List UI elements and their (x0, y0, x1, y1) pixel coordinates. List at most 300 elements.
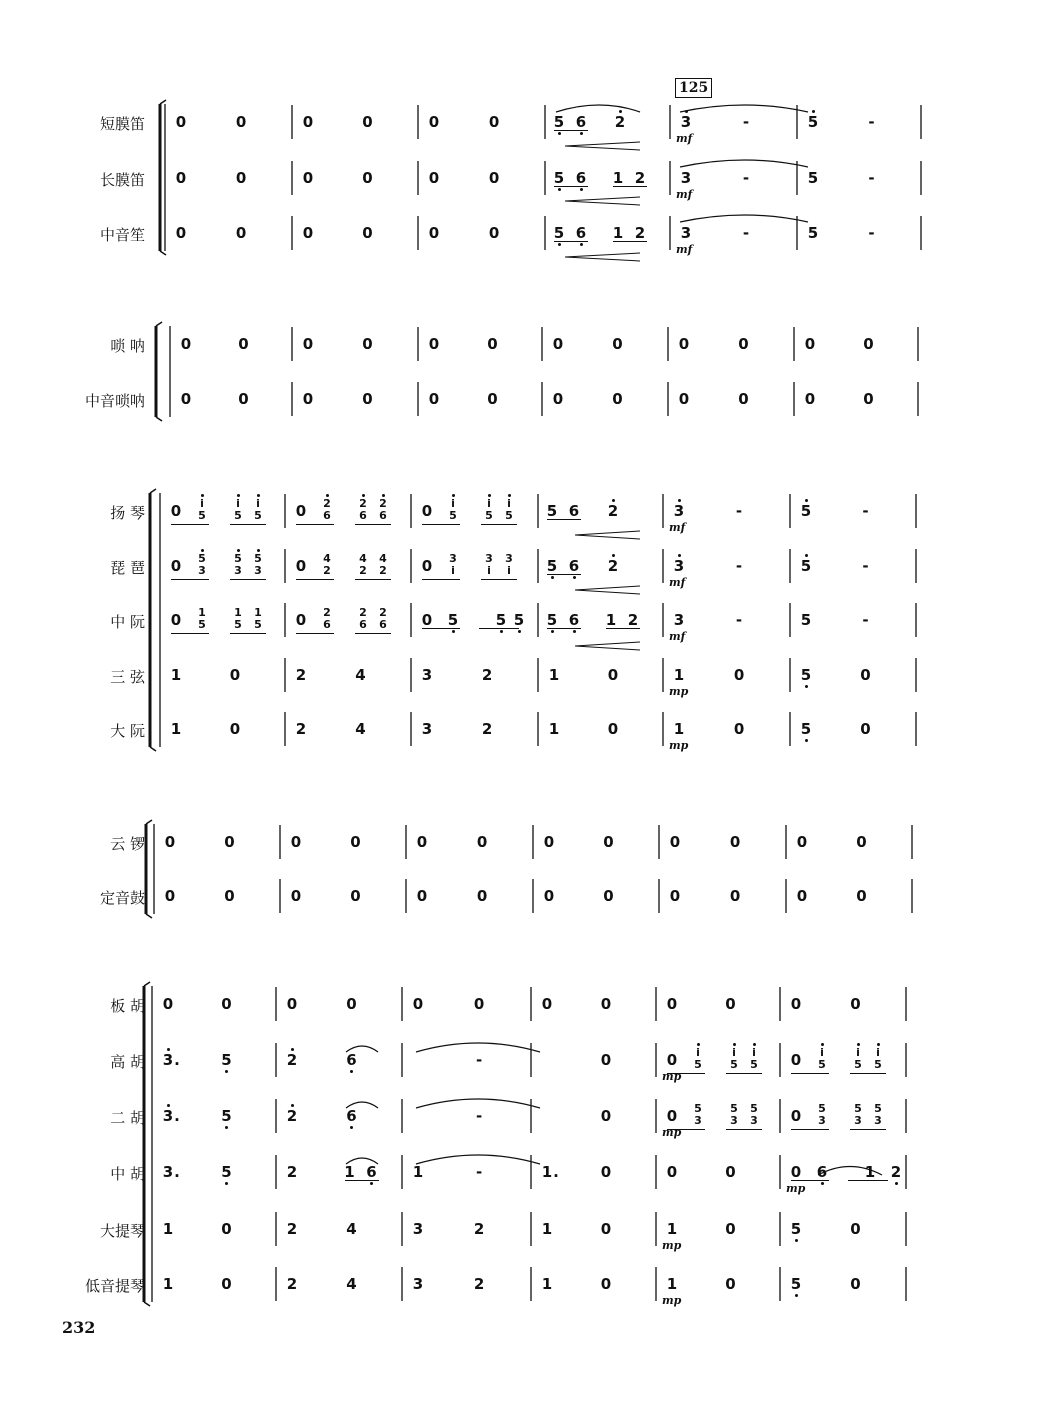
beam-underline (791, 1129, 829, 1130)
note: 0 (473, 995, 485, 1013)
note: 3 (673, 611, 685, 629)
note: 0 (666, 1163, 678, 1181)
octave-dot (812, 110, 815, 113)
note: 1 (666, 1275, 678, 1293)
octave-dot (821, 1182, 824, 1185)
note: 0 (738, 390, 749, 408)
beam-underline (726, 1073, 762, 1074)
page-number: 232 (62, 1318, 96, 1337)
beam-underline (422, 579, 460, 580)
beam-underline (296, 524, 334, 525)
note: 0 (729, 887, 741, 905)
note: 0 (170, 611, 182, 629)
chord-stack: 5 3 (730, 1102, 738, 1127)
chord-stack: 5 3 (750, 1102, 758, 1127)
note: 1 (162, 1220, 174, 1238)
note: 0 (600, 1220, 612, 1238)
note: 1 (541, 1220, 553, 1238)
note: 0 (224, 887, 235, 905)
duration-dot: . (174, 1107, 180, 1125)
note: 0 (290, 887, 302, 905)
note: 2 (607, 557, 619, 575)
note: 2 (286, 1275, 298, 1293)
chord-stack: 1 5 (254, 606, 262, 631)
note: - (742, 169, 750, 187)
note: 0 (603, 833, 614, 851)
chord-stack: 3 i (449, 552, 457, 577)
note: 0 (416, 833, 428, 851)
octave-dot (350, 1070, 353, 1073)
octave-dot (697, 1043, 700, 1046)
duration-dot: . (174, 1163, 180, 1181)
note: 0 (607, 720, 619, 738)
note: 1 (673, 720, 685, 738)
note: 0 (428, 169, 440, 187)
note: 5 (546, 557, 558, 575)
note: 0 (412, 995, 424, 1013)
octave-dot (573, 630, 576, 633)
chord-stack: i 5 (874, 1046, 882, 1071)
note: 0 (488, 113, 500, 131)
octave-dot (612, 554, 615, 557)
note: 0 (725, 1163, 736, 1181)
octave-dot (580, 132, 583, 135)
note: 0 (487, 335, 498, 353)
dynamic-mark: mp (669, 739, 689, 752)
note: 0 (790, 1107, 802, 1125)
note: 0 (850, 1220, 861, 1238)
beam-underline (422, 524, 460, 525)
note: 5 (800, 502, 812, 520)
note: 0 (421, 557, 433, 575)
octave-dot (350, 1126, 353, 1129)
note: 2 (286, 1163, 298, 1181)
dynamic-mark: mf (676, 132, 693, 145)
note: 0 (428, 113, 440, 131)
note: 0 (600, 1275, 612, 1293)
note: 6 (346, 1051, 357, 1069)
beam-underline (481, 579, 517, 580)
note: 0 (669, 887, 681, 905)
instrument-label: 云 锣 (110, 835, 145, 853)
beam-underline (171, 524, 209, 525)
note: 3 (421, 666, 433, 684)
note: 0 (295, 502, 307, 520)
note: 5 (807, 113, 819, 131)
chord-stack: 1 5 (198, 606, 206, 631)
note: 2 (286, 1051, 298, 1069)
octave-dot (452, 630, 455, 633)
note: 0 (302, 169, 314, 187)
octave-dot (795, 1294, 798, 1297)
note: 0 (221, 1275, 232, 1293)
note: 0 (725, 995, 736, 1013)
note: 2 (473, 1275, 485, 1293)
octave-dot (237, 549, 240, 552)
instrument-label: 中音唢呐 (84, 392, 145, 410)
beam-underline (554, 186, 588, 187)
beam-underline (848, 1180, 888, 1181)
note: 0 (428, 224, 440, 242)
note: 0 (733, 720, 745, 738)
note: 0 (235, 169, 247, 187)
note: 5 (790, 1275, 802, 1293)
chord-stack: 5 3 (854, 1102, 862, 1127)
octave-dot (291, 1048, 294, 1051)
dynamic-mark: mp (786, 1182, 806, 1195)
chord-stack: 2 6 (323, 497, 331, 522)
note: 0 (295, 557, 307, 575)
note: 0 (543, 887, 555, 905)
chord-stack: 5 3 (198, 552, 206, 577)
note: - (735, 502, 743, 520)
note: 0 (607, 666, 619, 684)
note: 0 (738, 335, 749, 353)
octave-dot (753, 1043, 756, 1046)
note: 0 (790, 1051, 802, 1069)
octave-dot (580, 243, 583, 246)
octave-dot (558, 243, 561, 246)
note: 0 (476, 833, 488, 851)
instrument-label: 扬 琴 (110, 504, 145, 522)
note: 0 (725, 1275, 736, 1293)
octave-dot (237, 494, 240, 497)
note: 1 (548, 666, 560, 684)
note: - (742, 224, 750, 242)
note: 5 (807, 224, 819, 242)
note: 3 (673, 502, 685, 520)
note: 4 (346, 1220, 357, 1238)
note: 0 (669, 833, 681, 851)
beam-underline (296, 633, 334, 634)
beam-underline (355, 524, 391, 525)
beam-underline (547, 628, 581, 629)
instrument-label: 三 弦 (110, 668, 145, 686)
note: 6 (568, 502, 580, 520)
note: 3 (680, 224, 692, 242)
note: 2 (890, 1163, 902, 1181)
note: 0 (600, 1107, 612, 1125)
beam-underline (230, 633, 266, 634)
instrument-label: 长膜笛 (99, 171, 145, 189)
note: 0 (180, 390, 192, 408)
octave-dot (201, 549, 204, 552)
note: 6 (568, 557, 580, 575)
note: 5 (553, 169, 565, 187)
note: 0 (302, 224, 314, 242)
note: 2 (627, 611, 639, 629)
note: 2 (634, 169, 646, 187)
note: 0 (350, 833, 361, 851)
note: 0 (362, 169, 373, 187)
note: 0 (346, 995, 357, 1013)
note: 0 (238, 335, 249, 353)
note: 0 (666, 1051, 678, 1069)
note: 0 (666, 1107, 678, 1125)
note: 0 (286, 995, 298, 1013)
note: 0 (863, 390, 874, 408)
note: 3 (680, 113, 692, 131)
note: 0 (603, 887, 614, 905)
dynamic-mark: mf (669, 521, 686, 534)
octave-dot (291, 1104, 294, 1107)
note: 5 (800, 611, 812, 629)
note: 0 (221, 995, 232, 1013)
note: 0 (860, 666, 871, 684)
instrument-label: 中音笙 (99, 226, 145, 244)
beam-underline (355, 579, 391, 580)
note: 5 (221, 1107, 232, 1125)
note: 1 (170, 666, 182, 684)
octave-dot (895, 1182, 898, 1185)
note: 0 (162, 995, 174, 1013)
note: 1 (412, 1163, 424, 1181)
note: 0 (175, 224, 187, 242)
chord-stack: 5 3 (874, 1102, 882, 1127)
octave-dot (795, 1239, 798, 1242)
beam-underline (726, 1129, 762, 1130)
note: 0 (235, 113, 247, 131)
note: 0 (164, 833, 176, 851)
note: 0 (729, 833, 741, 851)
chord-stack: i 5 (694, 1046, 702, 1071)
note: 0 (733, 666, 745, 684)
note: - (475, 1163, 483, 1181)
note: 2 (481, 720, 493, 738)
dynamic-mark: mp (662, 1294, 682, 1307)
note: 2 (286, 1220, 298, 1238)
instrument-label: 大 阮 (110, 722, 145, 740)
beam-underline (554, 241, 588, 242)
note: 0 (552, 390, 564, 408)
note: 0 (790, 1163, 802, 1181)
note: 0 (170, 557, 182, 575)
note: - (742, 113, 750, 131)
note: 2 (286, 1107, 298, 1125)
note: 4 (346, 1275, 357, 1293)
rehearsal-mark: 125 (675, 78, 712, 98)
note: 0 (804, 390, 816, 408)
note: 1 (666, 1220, 678, 1238)
note: - (735, 611, 743, 629)
note: 0 (850, 1275, 861, 1293)
octave-dot (167, 1104, 170, 1107)
note: 0 (487, 390, 498, 408)
octave-dot (805, 685, 808, 688)
dynamic-mark: mf (669, 576, 686, 589)
beam-underline (355, 633, 391, 634)
octave-dot (551, 630, 554, 633)
note: 0 (428, 390, 440, 408)
note: 1 (344, 1163, 355, 1181)
dynamic-mark: mp (662, 1070, 682, 1083)
chord-stack: 2 6 (359, 606, 367, 631)
note: 5 (800, 720, 812, 738)
chord-stack: i 5 (730, 1046, 738, 1071)
note: 5 (221, 1051, 232, 1069)
note: 5 (221, 1163, 232, 1181)
note: - (868, 113, 875, 131)
note: 0 (488, 169, 500, 187)
note: 1 (170, 720, 182, 738)
chord-stack: 1 5 (234, 606, 242, 631)
dynamic-mark: mp (662, 1126, 682, 1139)
note: 0 (362, 390, 373, 408)
note: 0 (350, 887, 361, 905)
note: 5 (790, 1220, 802, 1238)
chord-stack: i 5 (854, 1046, 862, 1071)
note: 5 (546, 611, 558, 629)
note: 0 (229, 666, 241, 684)
note: 0 (362, 335, 373, 353)
beam-underline (479, 628, 519, 629)
chord-stack: 4 2 (323, 552, 331, 577)
chord-stack: i 5 (485, 497, 493, 522)
note: - (475, 1107, 483, 1125)
note: 2 (481, 666, 493, 684)
note: 1 (612, 169, 624, 187)
note: 0 (600, 1051, 612, 1069)
beam-underline (613, 241, 647, 242)
instrument-label: 短膜笛 (99, 115, 145, 133)
note: 3 (680, 169, 692, 187)
beam-underline (791, 1073, 829, 1074)
octave-dot (167, 1048, 170, 1051)
note: 1 (541, 1275, 553, 1293)
note: 0 (541, 995, 553, 1013)
dynamic-mark: mf (669, 630, 686, 643)
octave-dot (508, 494, 511, 497)
note: 0 (612, 335, 623, 353)
note: 0 (804, 335, 816, 353)
note: 0 (543, 833, 555, 851)
note: 0 (796, 833, 808, 851)
chord-stack: i 5 (254, 497, 262, 522)
chord-stack: i 5 (750, 1046, 758, 1071)
note: - (862, 611, 869, 629)
note: 0 (164, 887, 176, 905)
note: 0 (229, 720, 241, 738)
dynamic-mark: mp (662, 1239, 682, 1252)
note: 2 (295, 720, 307, 738)
note: 0 (600, 1163, 612, 1181)
note: 0 (175, 113, 187, 131)
octave-dot (382, 494, 385, 497)
chord-stack: 4 2 (359, 552, 367, 577)
note: 0 (221, 1220, 232, 1238)
note: - (735, 557, 743, 575)
beam-underline (422, 628, 460, 629)
note: 3 (412, 1220, 424, 1238)
octave-dot (877, 1043, 880, 1046)
beam-underline (791, 1180, 829, 1181)
note: 2 (634, 224, 646, 242)
beam-underline (230, 579, 266, 580)
note: 5 (553, 113, 565, 131)
instrument-label: 低音提琴 (84, 1277, 145, 1295)
beam-underline (554, 130, 588, 131)
instrument-label: 中 胡 (110, 1165, 145, 1183)
beam-underline (481, 524, 517, 525)
note: 0 (421, 502, 433, 520)
octave-dot (225, 1182, 228, 1185)
note: 0 (362, 224, 373, 242)
octave-dot (580, 188, 583, 191)
octave-dot (500, 630, 503, 633)
instrument-label: 板 胡 (110, 997, 145, 1015)
duration-dot: . (553, 1163, 559, 1181)
note: 6 (816, 1163, 828, 1181)
beam-underline (606, 628, 640, 629)
instrument-label: 唢 呐 (110, 337, 145, 355)
octave-dot (619, 110, 622, 113)
octave-dot (362, 494, 365, 497)
note: 5 (447, 611, 459, 629)
dynamic-mark: mp (669, 685, 689, 698)
note: 0 (224, 833, 235, 851)
note: 3 (162, 1051, 174, 1069)
beam-underline (850, 1073, 886, 1074)
octave-dot (678, 554, 681, 557)
note: 1 (673, 666, 685, 684)
chord-stack: 2 6 (379, 497, 387, 522)
note: - (475, 1051, 483, 1069)
note: 3 (162, 1107, 174, 1125)
chord-stack: i 5 (818, 1046, 826, 1071)
note: 0 (856, 887, 867, 905)
chord-stack: i 5 (505, 497, 513, 522)
note: 6 (575, 224, 587, 242)
instrument-label: 琵 琶 (110, 559, 145, 577)
note: 5 (800, 666, 812, 684)
note: 0 (416, 887, 428, 905)
instrument-label: 大提琴 (99, 1222, 145, 1240)
chord-stack: 4 2 (379, 552, 387, 577)
chord-stack: i 5 (198, 497, 206, 522)
octave-dot (558, 188, 561, 191)
note: 5 (800, 557, 812, 575)
note: 5 (513, 611, 525, 629)
note: 5 (807, 169, 819, 187)
note: 0 (678, 335, 690, 353)
note: 0 (863, 335, 874, 353)
note: 0 (850, 995, 861, 1013)
octave-dot (805, 739, 808, 742)
note: 0 (302, 390, 314, 408)
note: 3 (421, 720, 433, 738)
octave-dot (551, 576, 554, 579)
note: - (868, 224, 875, 242)
beam-underline (171, 633, 209, 634)
instrument-label: 定音鼓 (99, 889, 145, 907)
note: 0 (796, 887, 808, 905)
note: 0 (552, 335, 564, 353)
instrument-label: 高 胡 (110, 1053, 145, 1071)
octave-dot (225, 1070, 228, 1073)
instrument-label: 二 胡 (110, 1109, 145, 1127)
chord-stack: 3 i (505, 552, 513, 577)
chord-stack: 2 6 (359, 497, 367, 522)
instrument-label: 中 阮 (110, 613, 145, 631)
beam-underline (547, 519, 581, 520)
note: 3 (412, 1275, 424, 1293)
duration-dot: . (174, 1051, 180, 1069)
dynamic-mark: mf (676, 243, 693, 256)
note: 0 (421, 611, 433, 629)
note: 0 (238, 390, 249, 408)
beam-underline (850, 1129, 886, 1130)
note: 1 (605, 611, 617, 629)
